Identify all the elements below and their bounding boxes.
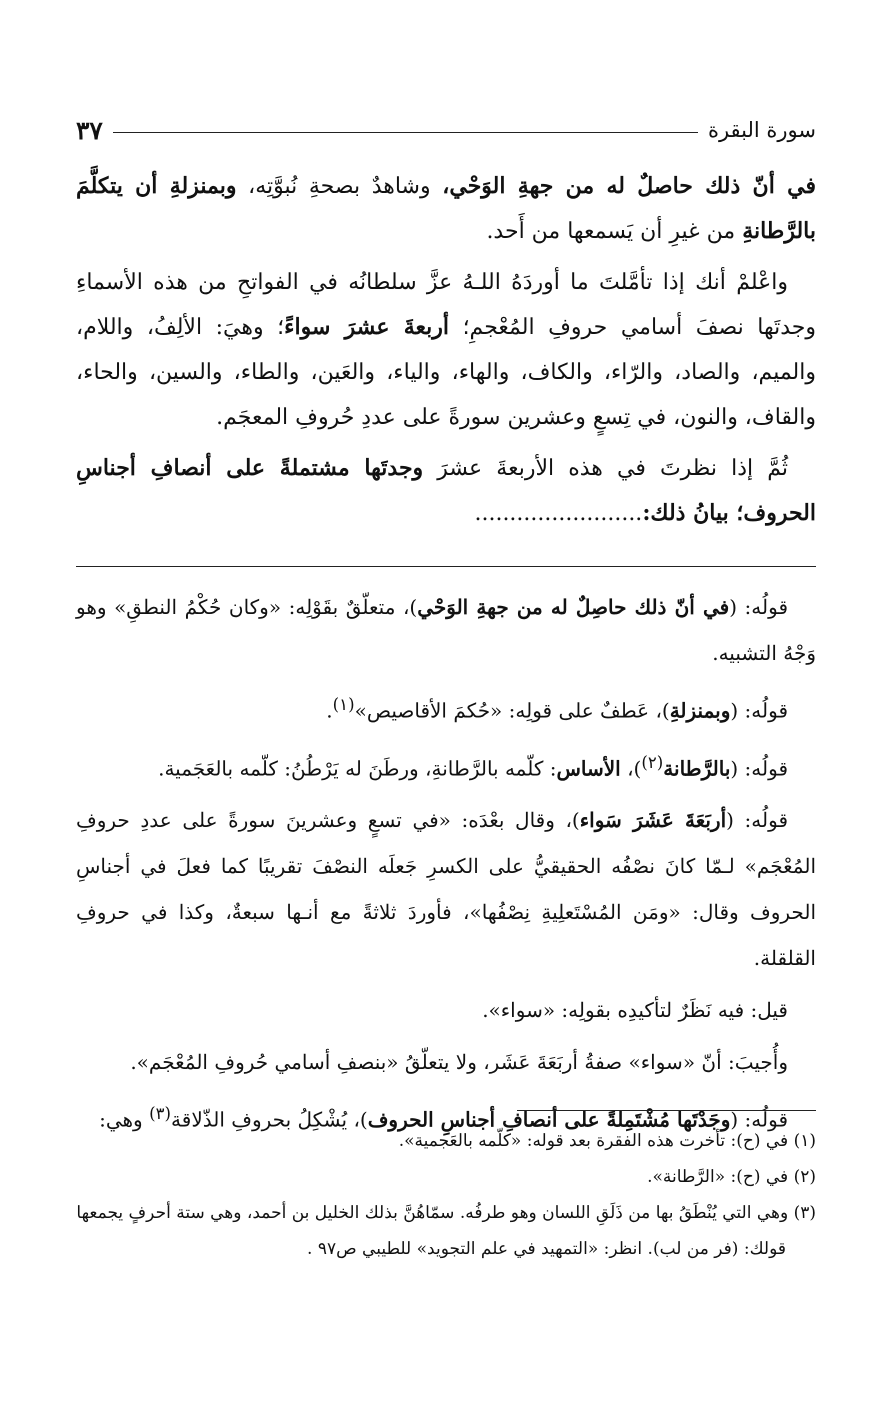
main-paragraph-2 (76, 260, 816, 440)
main-bold-phrase: وجدتَها مشتملةً على أنصافِ أجناسِ الحروف؛ بيانُ ذلك: (76, 455, 816, 526)
main-text-span: وشاهدٌ بصحةِ نُبوَّتِه، (236, 174, 443, 199)
commentary-text: قولُه: ( (730, 756, 788, 781)
footnote-3-continued: قولك: (فر من لب). انظر: «التمهيد في علم التجويد» للطيبي ص٩٧ . (307, 1239, 786, 1259)
commentary-text: وهي: (99, 1107, 150, 1132)
footnote-ref: (٢) (641, 752, 664, 772)
page (76, 110, 816, 542)
dotted-leader: ........................ (474, 501, 643, 526)
main-text-span: من غيرِ أن يَسمعها من أَحد. (486, 219, 743, 244)
main-text-span: ثُمَّ إذا نظرتَ في هذه الأربعةَ عشرَ (423, 456, 788, 481)
quoted-lemma: أربَعَةَ عَشَرَ سَواء (579, 808, 727, 833)
main-text (76, 164, 816, 536)
commentary-paragraph-6: وأُجيبَ: أنّ «سواء» صفةُ أربَعَةَ عَشَر، ولا يتعلّقُ «بنصفِ أسامي حُروفِ المُعْجَم». (130, 1050, 788, 1075)
commentary-text: قولُه: ( (726, 808, 788, 833)
footnote-ref: (١) (332, 695, 355, 714)
main-bold-phrase: أربعةَ عشرَ سواءً (284, 314, 450, 340)
quoted-lemma: وجَدْتَها مُشْتَمِلةً على أنصافِ أجناسِ الحروف (367, 1107, 731, 1132)
main-text-span: ؛ وهيَ: الألِفُ، واللام، والميم، والصاد، والرّاء، والكاف، والهاء، والياء، والعَين، والطاء، والسين، والحاء، والقاف، والنون، في تِسعٍ وعشرين سورةً على عددِ حُروفِ المعجَم. (76, 315, 816, 430)
header-rule (113, 132, 698, 133)
main-text-span: واعْلمْ أنك إذا تأمَّلتَ ما أوردَهُ اللـهُ عزَّ سلطانُه في الفواتحِ من هذه الأسماءِ وجدتَها نصفَ أسامي حروفِ المُعْجمِ؛ (76, 270, 817, 340)
main-commentary-divider (76, 566, 816, 567)
commentary-paragraph-5: قيل: فيه نَظَرٌ لتأكيدِه بقولِه: «سواء». (482, 998, 788, 1023)
commentary-paragraph-2 (76, 682, 816, 734)
commentary-text: )، (620, 756, 642, 781)
commentary-paragraph-3 (76, 740, 816, 792)
footnote-2: (٢) في (ح): «الرَّطانة». (647, 1167, 816, 1187)
page-header (76, 110, 816, 150)
commentary-text: : كلّمه بالرَّطانةِ، ورطَنَ له يَرْطُنُ: كلّمه بالعَجَمية. (158, 756, 557, 781)
source-name: الأساس (556, 756, 621, 781)
quoted-lemma: وبمنزلةِ (669, 698, 731, 723)
commentary-text: )، يُشْكِلُ بحروفِ الذّلاقة (171, 1107, 368, 1132)
commentary-text: )، متعلّقٌ بقَوْلِه: «وكان حُكْمُ النطقِ» وهو وَجْهُ التشبيه. (76, 595, 816, 665)
footnote-ref: (٣) (149, 1104, 172, 1124)
commentary-section (76, 584, 816, 1149)
commentary-text: قولُه: ( (730, 698, 788, 723)
commentary-text: )، عَطفٌ على قولِه: «حُكمَ الأقاصيص» (354, 698, 670, 723)
footnote-3: (٣) وهي التي يُنْطَقُ بها من ذَلَقِ اللسان وهو طرفُه. سمّاهُنَّ بذلك الخليل بن أحمد، وهي ستة أحرفٍ يجمعها (76, 1203, 816, 1223)
footnote-1: (١) في (ح): تأخرت هذه الفقرة بعد قوله: «كلّمه بالعَجمية». (398, 1131, 816, 1151)
surah-name: سورة البقرة (707, 118, 816, 142)
main-paragraph-3 (76, 446, 816, 536)
commentary-text: )، وقال بعْدَه: «في تسعٍ وعشرينَ سورةً على عددِ حروفِ المُعْجَم» لـمّا كانَ نصْفُه الحقيقيُّ على الكسرِ جَعلَه النصْفَ تقريبًا كما فعلَ في أجناسِ الحروف وقال: «ومَن المُسْتَعلِيةِ نِصْفُها»، فأوردَ ثلاثةً مع أنـها سبعةٌ، وكذا في حروفِ القلقلة. (76, 808, 816, 971)
commentary-paragraph-4 (76, 797, 816, 981)
footnotes-section (76, 1124, 816, 1268)
quoted-lemma: بالرَّطانة (663, 756, 731, 781)
page-number: ٣٧ (76, 115, 103, 145)
commentary-text: . (326, 698, 333, 723)
commentary-text: قولُه: ( (730, 1107, 788, 1132)
quoted-lemma: في أنّ ذلك حاصِلٌ له من جهةِ الوَحْي (417, 595, 730, 619)
commentary-paragraph-1 (76, 584, 816, 676)
main-bold-phrase: وبمنزلةِ أن يتكلَّمَ بالرَّطانةِ (76, 173, 816, 244)
footnote-rule (517, 1110, 816, 1111)
main-paragraph-1 (76, 164, 816, 254)
commentary-text: قولُه: ( (729, 595, 789, 619)
main-bold-phrase: في أنّ ذلك حاصلٌ له من جهةِ الوَحْي، (442, 173, 816, 199)
